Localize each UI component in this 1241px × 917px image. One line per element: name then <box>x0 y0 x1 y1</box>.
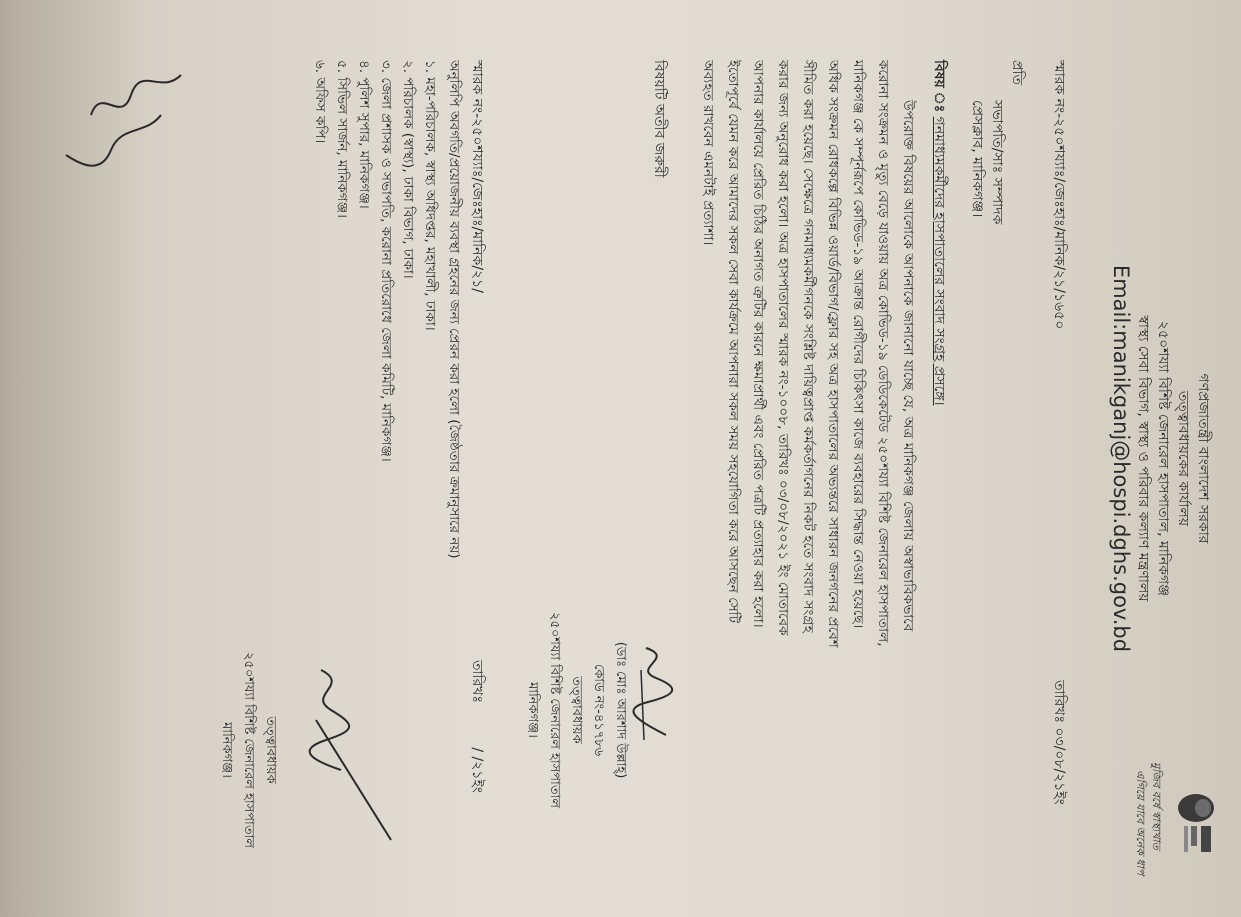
signatory-name: (ডাঃ মোঃ আরশাদ উল্লাহ্) <box>613 641 628 779</box>
subject-label: বিষয় ঃ <box>931 60 947 113</box>
body-line: অব্যহত রাখবেন এমনটাই প্রত্যাশা। <box>700 60 716 246</box>
mujib-borsho-logo <box>1171 790 1221 860</box>
handwritten-date-scribble <box>47 55 201 185</box>
signatory-2-title: তত্ত্বাবধায়ক <box>263 716 278 784</box>
distribution-item: ২. পরিচালক (স্বাস্থ্য), ঢাকা বিভাগ, ঢাকা। <box>400 60 416 279</box>
signature-1-image <box>622 640 686 760</box>
logo-caption-2: এগিয়ে যাবে অনেক ধাপ <box>1134 770 1147 876</box>
header-line-1: গণপ্রজাতন্ত্রী বাংলাদেশ সরকার <box>1195 373 1211 544</box>
body-line: করোনা সংক্রমন ও মৃত্যু বেড়ে যাওয়ায় অত্র কোভিড-১৯ ডেডিকেটেড ২৫০শয্যা বিশিষ্ট জেনারেল হাসপাতাল, <box>875 60 891 647</box>
signature-1-block <box>521 560 631 860</box>
body-line: উপরোক্ত বিষয়ের আলোকে আপনাকে জানানো যাচ্ছে যে, অত্র মানিকগঞ্জ জেলায় অস্বাভাবিকভাবে <box>900 100 916 632</box>
distribution-item: ৪. পুলিশ সুপার, মানিকগঞ্জ। <box>356 60 372 209</box>
body-line: মানিকগঞ্জ কে সম্পূর্নরূপে কোভিড-১৯ আক্রান্ত রোগীদের চিকিৎসা কাজে ব্যবহারের সিদ্ধান্ত নেওয়া হয়েছে। <box>850 60 866 629</box>
header-email: Email:manikganj@hospi.dghs.gov.bd <box>1109 264 1133 653</box>
copy-memo-date-label: তারিখঃ <box>469 660 485 703</box>
body-line: সীমিত করা হয়েছে। সেক্ষেত্রে গনমাধ্যমকর্মীগনকে সংশ্লিষ্ট দায়িত্বপ্রাপ্ত কর্মকর্তাগনের নিকট হতে সংবাদ সংগ্রহ <box>800 60 816 633</box>
signatory-place: মানিকগঞ্জ। <box>525 682 540 738</box>
logo-caption-1: মুজিব বর্ষে স্বাস্থ্যখাত <box>1150 762 1163 850</box>
body-line: ইতোপূর্বে যেমন করে আমাদের সকল সেবা কার্যক্রমে আপনারা সকল সময় সহযোগিতা করে আসছেন সেটি <box>725 60 741 624</box>
header-line-2: তত্ত্বাবধায়কের কার্যালয় <box>1175 390 1191 527</box>
copy-memo-date <box>465 660 489 793</box>
signatory-2-place: মানিকগঞ্জ। <box>219 722 234 778</box>
distribution-item: ১. মহা-পরিচালক, স্বাস্থ্য অধিদপ্তর, মহাখালী, ঢাকা। <box>422 60 438 331</box>
signatory-2-org: ২৫০শয্যা বিশিষ্ট জেনারেল হাসপাতাল <box>241 651 256 849</box>
copy-memo-ref: স্মারক নং-২৫০শয্যাঃ/জেঃহাঃ/মানিক/২১/ <box>469 60 485 293</box>
body-line: অধিক সংক্রমন রোধকল্পে বিভিন্ন ওয়ার্ড/বিভাগ/ফ্লোর সহ অত্র হাসপাতালের অভ্যন্তরে সাধারন জনগনের প্রবেশ <box>825 60 841 648</box>
distribution-item: ৫. সিভিল সার্জন, মানিকগঞ্জ। <box>334 60 350 218</box>
memo-date: তারিখঃ ০৩/০৮/২১ইং <box>1051 680 1067 805</box>
subject <box>927 60 951 406</box>
urgent-note: বিষয়টি অতীব জরুরী <box>651 60 667 178</box>
body-line: আপনার কার্যালয়ে প্রেরিত চিঠির অনাগত ত্রুটির কারনে ক্ষমাপ্রার্থী এবং প্রেরিত পত্রটি প্রত্যাহার করা হলো। <box>750 60 766 628</box>
signatory-org: ২৫০শয্যা বিশিষ্ট জেনারেল হাসপাতাল <box>547 611 562 809</box>
copy-memo-date-value: / /২১ইং <box>469 747 485 793</box>
distribution-item: ৬. অফিস কপি। <box>312 60 328 144</box>
memo-ref: স্মারক নং-২৫০শয্যাঃ/জেঃহাঃ/মানিক/২১/১৬৫০ <box>1051 60 1067 330</box>
recipient-name: সভাপতি/সাঃ সম্পাদক <box>989 100 1005 225</box>
subject-text: গনমাধ্যমকর্মীদের হাসপাতালের সংবাদ সংগ্রহ প্রসঙ্গে। <box>931 116 947 406</box>
signatory-title: তত্ত্বাবধায়ক <box>569 676 584 744</box>
copy-memo-intro: অনুলিপি অবগতি/প্রয়োজনীয় ব্যবস্থা গ্রহনের জন্য প্রেরন করা হলো (জৈষ্ঠতার ক্রমানুসারে নয়) <box>446 60 462 559</box>
signature-2-block <box>215 600 281 900</box>
body-line: করার জন্য অনুরোধ করা হলো। অত্র হাসপাতালের স্মারক নং-১০০৮, তারিখঃ ০৩/০৮/২০২১ ইং মোতাবেক <box>775 60 791 636</box>
signature-2-image <box>277 660 401 860</box>
header-line-3: ২৫০শয্যা বিশিষ্ট জেনারেল হাসপাতাল, মানিকগঞ্জ <box>1155 320 1171 597</box>
distribution-item: ৩. জেলা প্রশাসক ও সভাপতি, করোনা প্রতিরোধে জেলা কমিটি, মানিকগঞ্জ। <box>378 60 394 462</box>
signatory-code: কোড নং-৪১৭৮৬ <box>591 663 606 757</box>
recipient-org: প্রেসক্লাব, মানিকগঞ্জ। <box>969 100 985 218</box>
header-line-4: স্বাস্থ্য সেবা বিভাগ, স্বাস্থ্য ও পরিবার কল্যাণ মন্ত্রণালয় <box>1135 315 1151 602</box>
recipient-to: প্রতি <box>1009 60 1025 85</box>
